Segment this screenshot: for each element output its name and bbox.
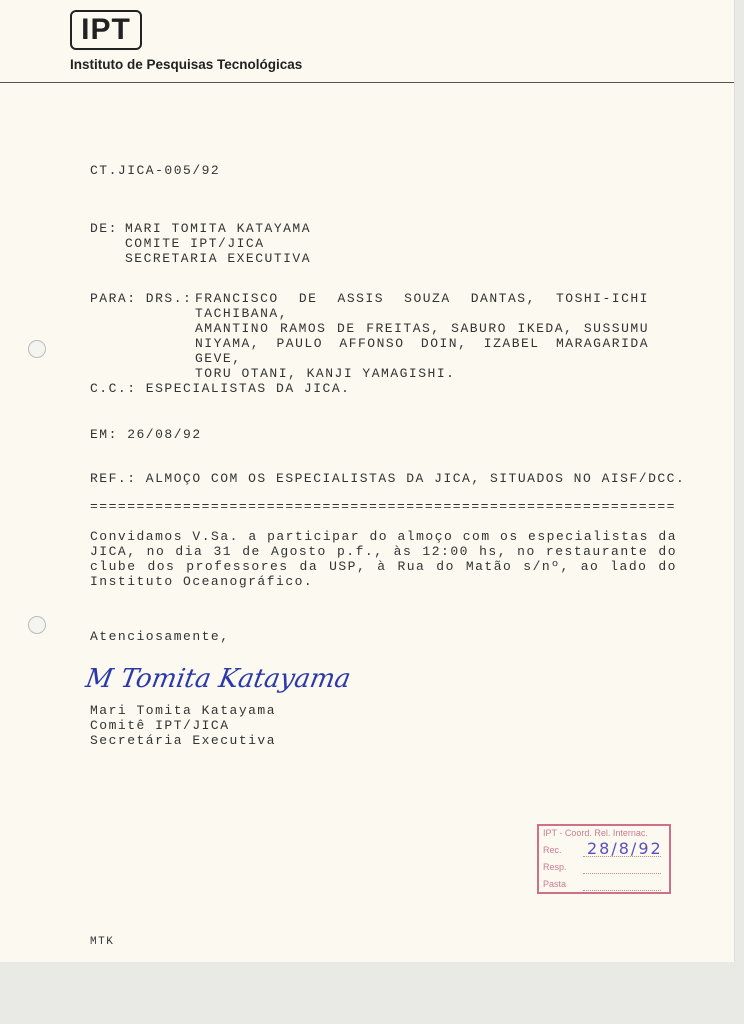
to-line: TORU OTANI, KANJI YAMAGISHI. — [195, 366, 456, 381]
stamp-resp-label: Resp. — [543, 862, 567, 872]
signer-name: Mari Tomita Katayama — [90, 703, 277, 718]
signer-role: Secretária Executiva — [90, 733, 277, 748]
to-line: NIYAMA, PAULO AFFONSO DOIN, IZABEL MARAGARIDA GEVE, — [195, 336, 649, 366]
from-line: COMITE IPT/JICA — [125, 236, 265, 251]
body-line: JICA, no dia 31 de Agosto p.f., às 12:00 hs, no restaurante do — [90, 544, 677, 559]
from-block — [125, 221, 311, 266]
receipt-stamp — [537, 824, 671, 894]
closing: Atenciosamente, — [90, 629, 230, 644]
body-line: clube dos professores da USP, à Rua do Matão s/nº, ao lado do — [90, 559, 677, 574]
cc-line: C.C.: ESPECIALISTAS DA JICA. — [90, 381, 351, 396]
signature-block — [90, 703, 276, 748]
to-label: PARA: DRS.: — [90, 291, 193, 306]
body-paragraph — [90, 529, 677, 589]
stamp-pasta-label: Pasta — [543, 879, 567, 889]
body-line: Instituto Oceanográfico. — [90, 574, 314, 589]
institution-name: Instituto de Pesquisas Tecnológicas — [70, 57, 303, 72]
typist-initials: MTK — [90, 936, 115, 948]
stamp-rec-label: Rec. — [543, 845, 562, 855]
reference-number: CT.JICA-005/92 — [90, 163, 221, 178]
from-line: SECRETARIA EXECUTIVA — [125, 251, 312, 266]
body-line: Convidamos V.Sa. a participar do almoço com os especialistas da — [90, 529, 677, 544]
from-line: MARI TOMITA KATAYAMA — [125, 221, 312, 236]
handwritten-signature: M Tomita Katayama — [83, 664, 353, 694]
punch-hole — [28, 616, 46, 634]
date-line: EM: 26/08/92 — [90, 427, 202, 442]
ipt-logo: IPT — [70, 10, 142, 50]
separator-line: =============================================================== — [90, 499, 676, 514]
header-rule — [0, 82, 734, 83]
stamp-rec-value: 28/8/92 — [587, 839, 663, 858]
to-block — [195, 291, 649, 381]
stamp-pasta-row — [543, 879, 665, 896]
from-label: DE: — [90, 221, 118, 236]
punch-hole — [28, 340, 46, 358]
to-line: AMANTINO RAMOS DE FREITAS, SABURO IKEDA, SUSSUMU — [195, 321, 649, 336]
signer-committee: Comitê IPT/JICA — [90, 718, 230, 733]
stamp-title: IPT - Coord. Rel. Internac. — [543, 828, 648, 838]
stamp-rec-row — [543, 839, 665, 862]
subject-line: REF.: ALMOÇO COM OS ESPECIALISTAS DA JICA, SITUADOS NO AISF/DCC. — [90, 471, 686, 486]
stamp-resp-row — [543, 862, 665, 879]
to-line: FRANCISCO DE ASSIS SOUZA DANTAS, TOSHI-ICHI TACHIBANA, — [195, 291, 649, 321]
